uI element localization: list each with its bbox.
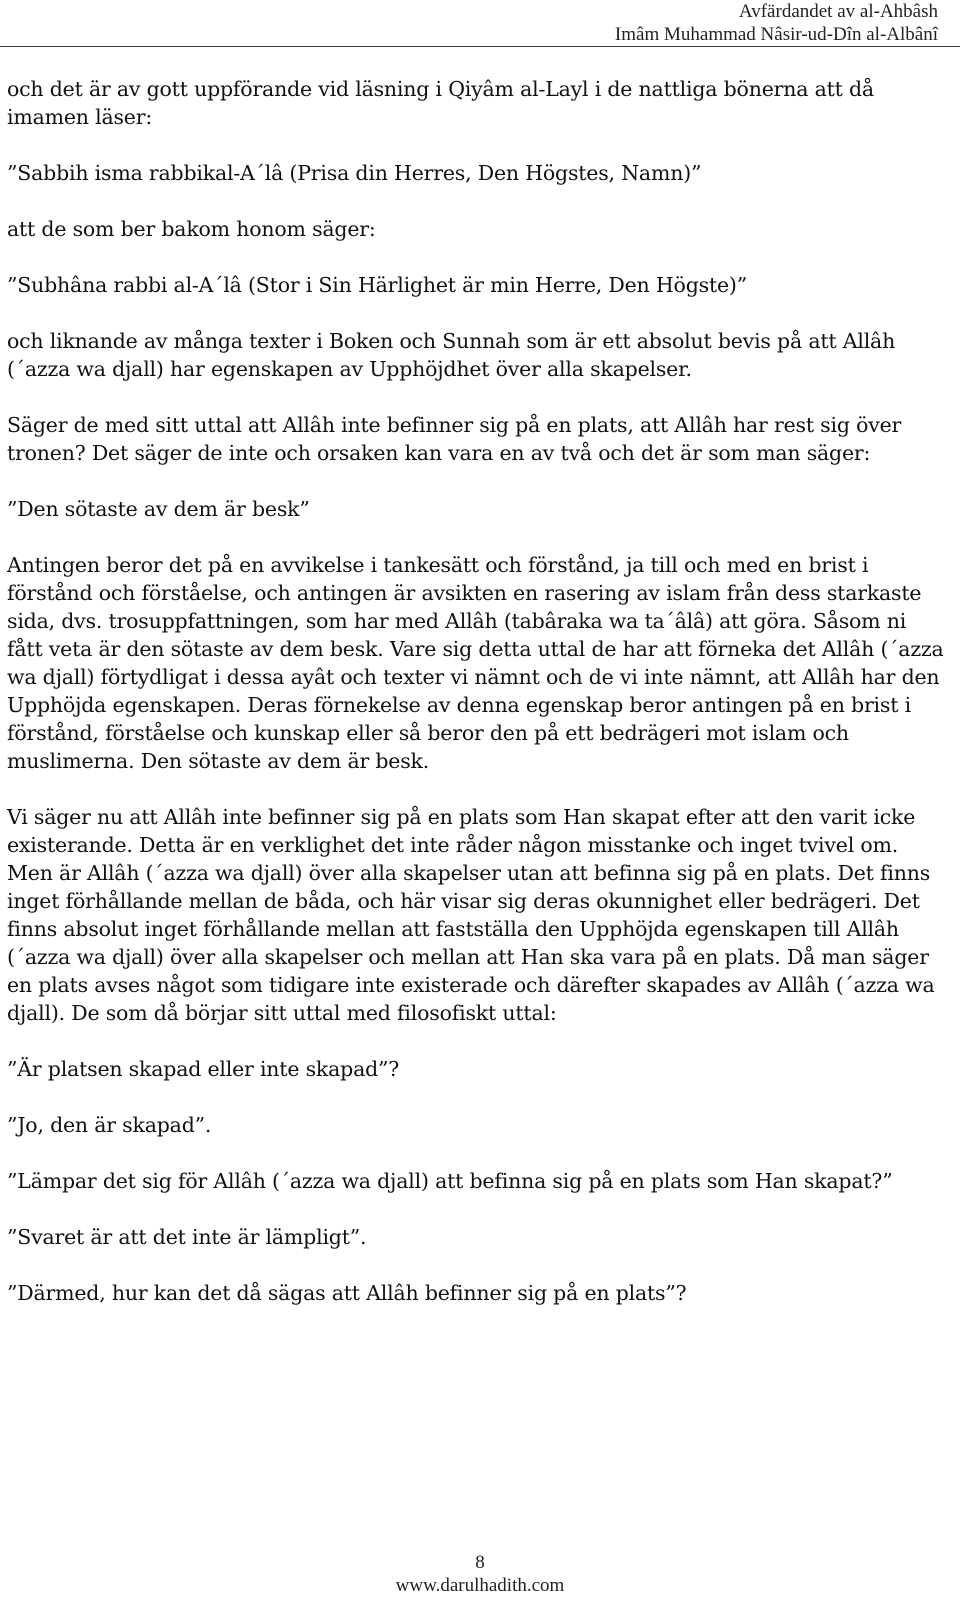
page-header [615, 0, 938, 46]
page-footer [0, 1551, 960, 1597]
header-author: Imâm Muhammad Nâsir-ud-Dîn al-Albânî [614, 24, 938, 45]
quote-paragraph: ”Svaret är att det inte är lämpligt”. [7, 1225, 367, 1249]
paragraph: och det är av gott uppförande vid läsning i Qiyâm al-Layl i de nattliga bönerna att då imamen läser: [7, 77, 874, 129]
page-number: 8 [475, 1552, 485, 1573]
quote-paragraph: ”Sabbih isma rabbikal-A´lâ (Prisa din Herres, Den Högstes, Namn)” [7, 161, 702, 185]
footer-website: www.darulhadith.com [395, 1575, 565, 1596]
quote-paragraph: ”Subhâna rabbi al-A´lâ (Stor i Sin Härlighet är min Herre, Den Högste)” [7, 273, 747, 297]
quote-paragraph: ”Den sötaste av dem är besk” [7, 497, 310, 521]
quote-paragraph: ”Jo, den är skapad”. [7, 1113, 212, 1137]
quote-paragraph: ”Därmed, hur kan det då sägas att Allâh befinner sig på en plats”? [7, 1281, 687, 1305]
document-body [7, 75, 947, 1335]
paragraph: att de som ber bakom honom säger: [7, 217, 376, 241]
paragraph: Antingen beror det på en avvikelse i tankesätt och förstånd, ja till och med en brist i förstånd och förståelse, och antingen är avsikten en rasering av islam från dess starkaste sida, dvs. trosuppfattningen, som har med Allâh (tabâraka wa ta´âlâ) att göra. Såsom ni fått veta är den sötaste av dem besk. Vare sig detta uttal de har att förneka det Allâh (´azza wa djall) förtydligat i dessa ayât och texter vi nämnt och de vi inte nämnt, att Allâh har den Upphöjda egenskapen. Deras förnekelse av denna egenskap beror antingen på en brist i förstånd, förståelse och kunskap eller så beror den på ett bedrägeri mot islam och muslimerna. Den sötaste av dem är besk. [7, 553, 944, 773]
paragraph: Säger de med sitt uttal att Allâh inte befinner sig på en plats, att Allâh har rest sig över tronen? Det säger de inte och orsaken kan vara en av två och det är som man säger: [7, 413, 902, 465]
header-divider [0, 46, 960, 47]
quote-paragraph: ”Är platsen skapad eller inte skapad”? [7, 1057, 400, 1081]
header-title: Avfärdandet av al-Ahbâsh [738, 1, 938, 22]
quote-paragraph: ”Lämpar det sig för Allâh (´azza wa djall) att befinna sig på en plats som Han skapat?” [7, 1169, 893, 1193]
paragraph: Vi säger nu att Allâh inte befinner sig på en plats som Han skapat efter att den varit icke existerande. Detta är en verklighet det inte råder någon misstanke och inget tvivel om. Men är Allâh (´azza wa djall) över alla skapelser utan att befinna sig på en plats. Det finns inget förhållande mellan de båda, och här visar sig deras okunnighet eller bedrägeri. Det finns absolut inget förhållande mellan att fastställa den Upphöjda egenskapen till Allâh (´azza wa djall) över alla skapelser och mellan att Han ska vara på en plats. Då man säger en plats avses något som tidigare inte existerade och därefter skapades av Allâh (´azza wa djall). De som då börjar sitt uttal med filosofiskt uttal: [7, 805, 935, 1025]
paragraph: och liknande av många texter i Boken och Sunnah som är ett absolut bevis på att Allâh (´azza wa djall) har egenskapen av Upphöjdhet över alla skapelser. [7, 329, 896, 381]
